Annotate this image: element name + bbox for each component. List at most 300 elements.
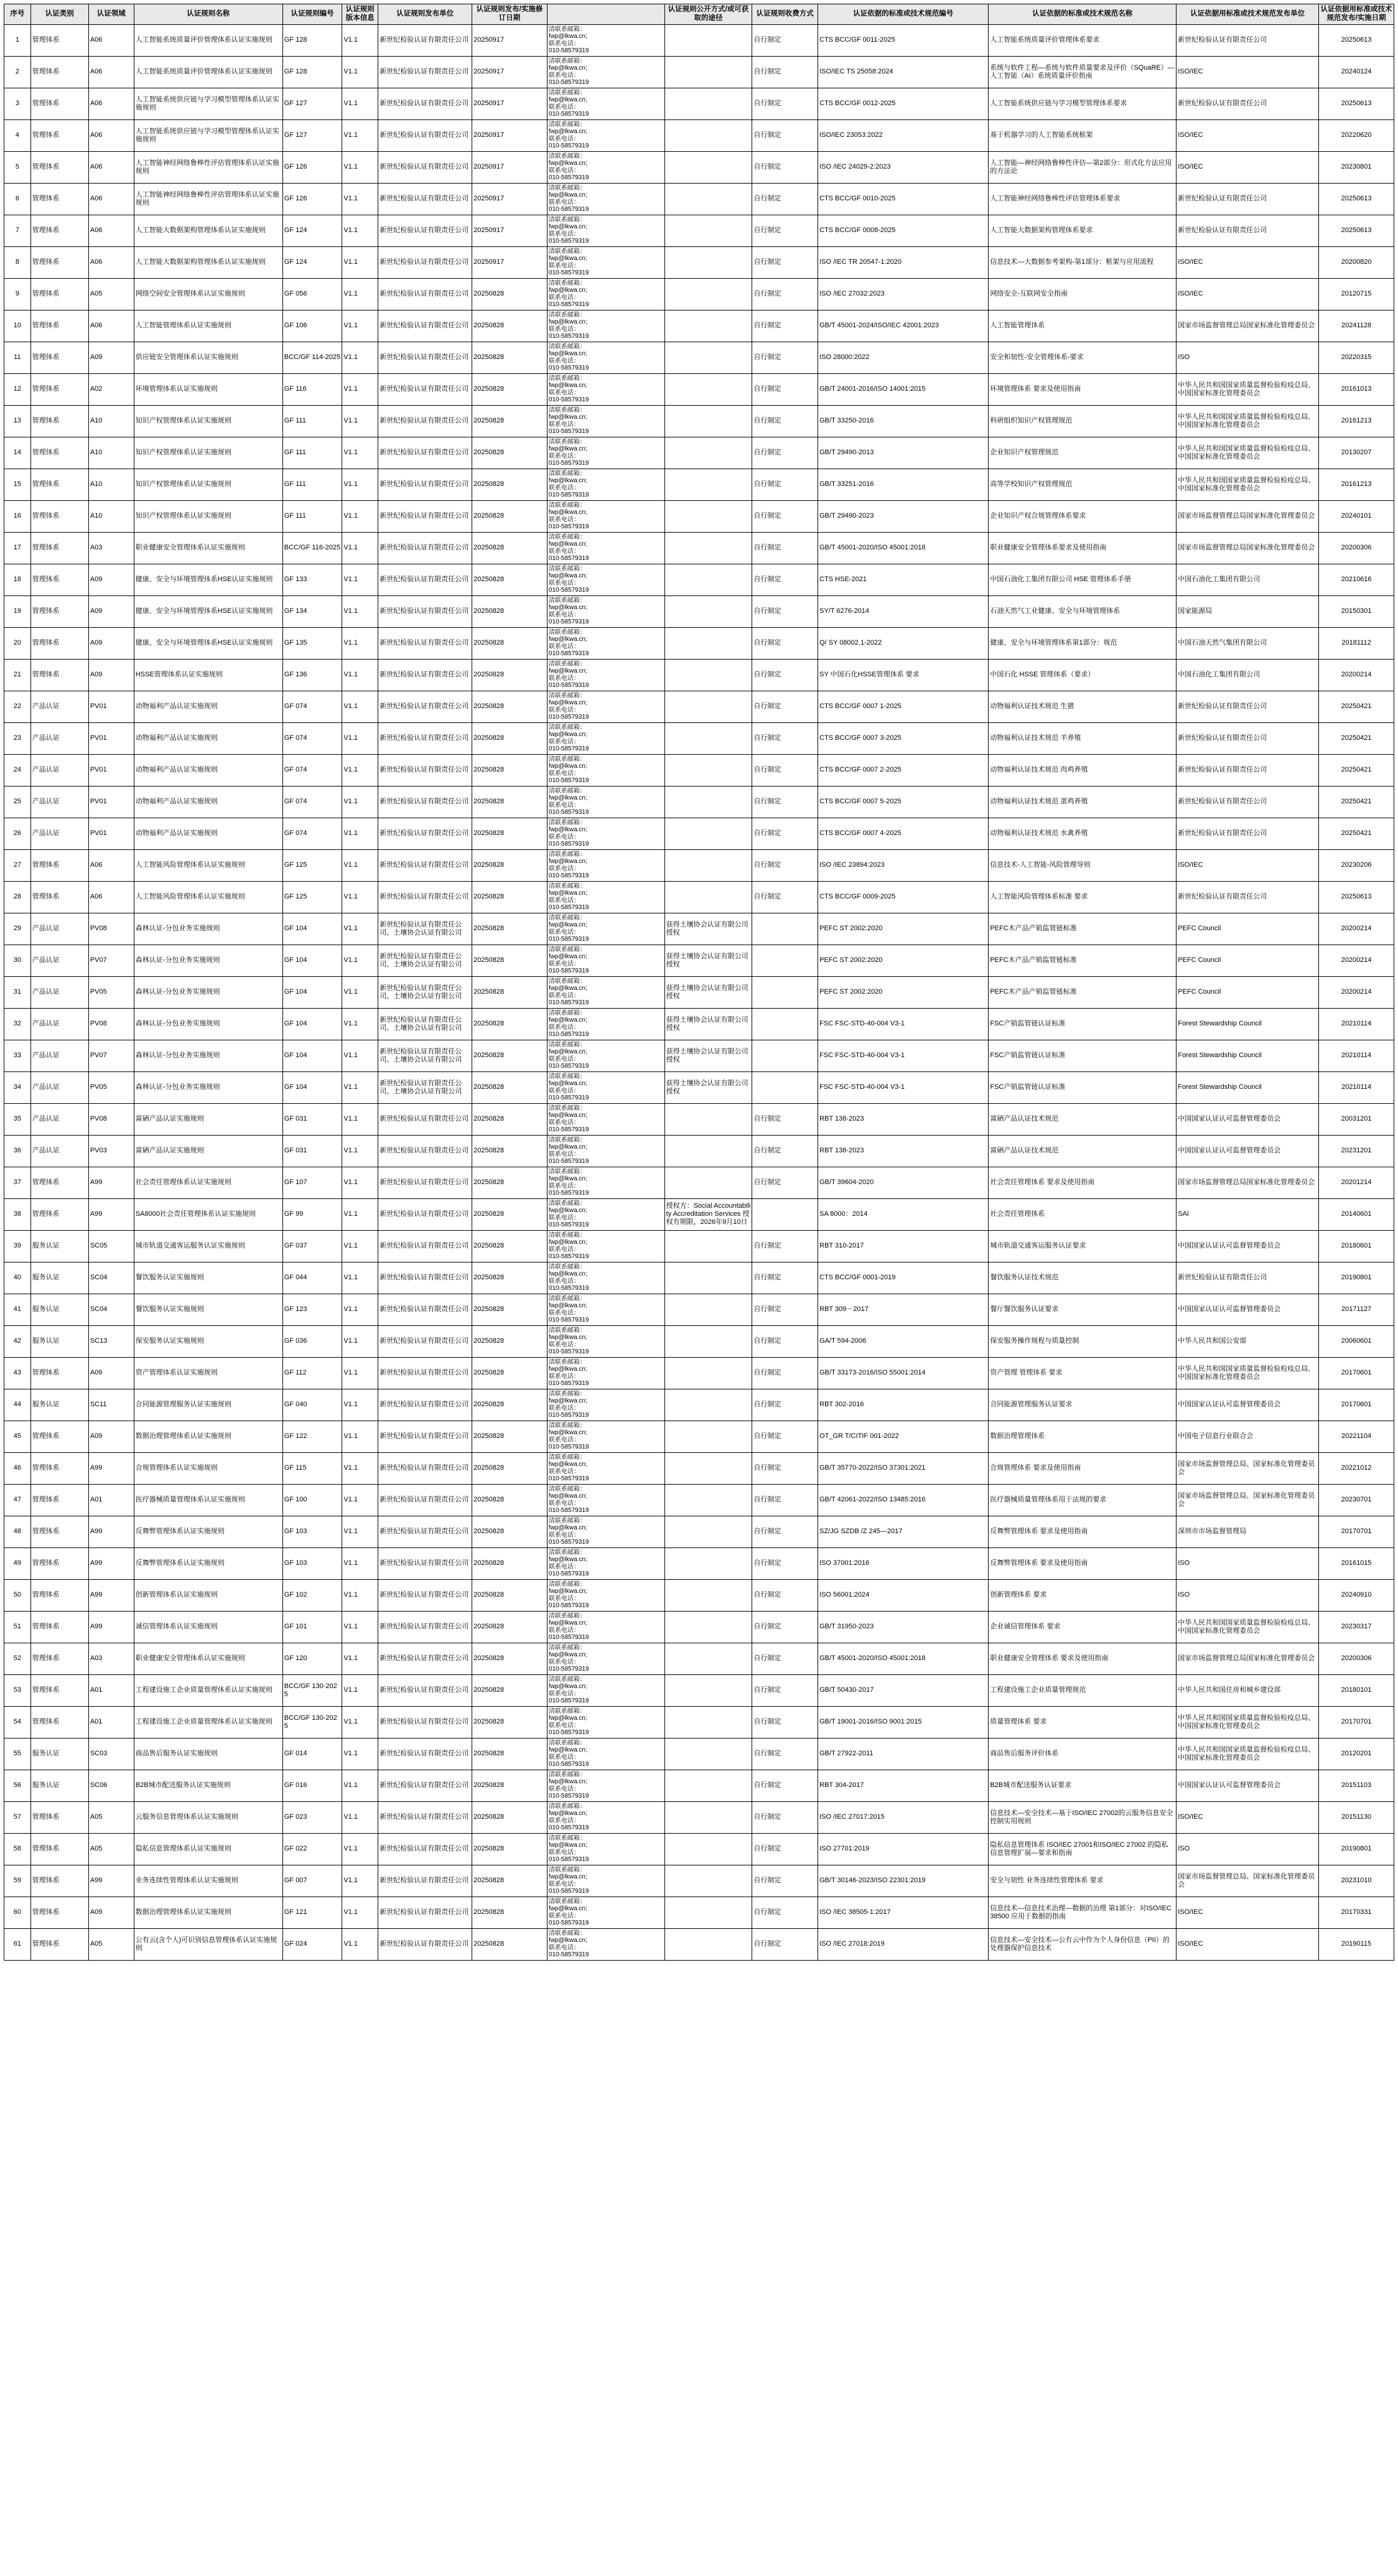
cell-standard-number: CTS BCC/GF 0007 1-2025 — [818, 691, 989, 722]
cell-rule-number: GF 106 — [282, 310, 342, 342]
cell-index: 24 — [4, 754, 31, 786]
cell-contact — [547, 246, 664, 278]
cell-contact — [547, 469, 664, 500]
contact-line: fwp@lkwa.cn; — [548, 636, 587, 643]
cell-standard-number: ISO /IEC 27032:2023 — [818, 278, 989, 310]
cell-standard-issuer: 新世纪检验认证有限责任公司 — [1177, 691, 1319, 722]
cell-contact — [547, 1040, 664, 1071]
table-row — [4, 532, 1394, 564]
cell-rule-version: V1.1 — [342, 1008, 378, 1040]
cell-standard-number: RBT 138-2023 — [818, 1135, 989, 1167]
cell-cert-field: A99 — [88, 1198, 134, 1230]
cell-fee-method — [752, 1198, 818, 1230]
contact-line: 清联系邮箱： — [548, 851, 586, 858]
contact-line: 联系电话： — [548, 1785, 580, 1793]
cell-fee-method: 自行制定 — [752, 437, 818, 469]
cell-rule-name: 工程建设施工企业质量管理体系认证实施规则 — [134, 1674, 282, 1706]
cell-open-way — [664, 1452, 752, 1484]
cell-cert-field: A09 — [88, 342, 134, 373]
contact-line: 010-58579319 — [548, 618, 589, 626]
cell-cert-field: PV01 — [88, 722, 134, 754]
cell-open-way — [664, 1833, 752, 1865]
contact-line: 联系电话： — [548, 1277, 580, 1285]
cell-standard-issuer: ISO/IEC — [1177, 151, 1319, 183]
header-cert-field: 认证领域 — [88, 4, 134, 25]
cell-standard-name: 合规管理体系 要求及使用指南 — [989, 1452, 1177, 1484]
cell-index: 11 — [4, 342, 31, 373]
cell-rule-version: V1.1 — [342, 119, 378, 151]
cell-open-way — [664, 500, 752, 532]
cell-fee-method — [752, 1040, 818, 1071]
cell-index: 22 — [4, 691, 31, 722]
cell-rule-number: GF 037 — [282, 1230, 342, 1262]
cell-rule-number: GF 104 — [282, 1040, 342, 1071]
cell-cert-field: A06 — [88, 246, 134, 278]
cell-open-way — [664, 1516, 752, 1547]
cell-rule-version: V1.1 — [342, 500, 378, 532]
cell-standard-issuer: ISO/IEC — [1177, 1897, 1319, 1928]
cell-standard-date: 20231201 — [1319, 1135, 1394, 1167]
cell-cert-field: SC13 — [88, 1325, 134, 1357]
cell-rule-number: GF 022 — [282, 1833, 342, 1865]
cell-standard-date: 20240910 — [1319, 1579, 1394, 1611]
cell-rule-version: V1.1 — [342, 405, 378, 437]
cell-contact — [547, 1643, 664, 1674]
cell-cert-type: 产品认证 — [30, 1135, 88, 1167]
cell-index: 29 — [4, 913, 31, 945]
contact-line: fwp@lkwa.cn; — [548, 350, 587, 358]
cell-cert-field: A06 — [88, 849, 134, 881]
cell-standard-date: 20230206 — [1319, 849, 1394, 881]
cell-rule-issuer: 新世纪检验认证有限责任公司 — [378, 1167, 472, 1198]
cell-index: 5 — [4, 151, 31, 183]
cell-fee-method: 自行制定 — [752, 1262, 818, 1294]
cell-contact — [547, 1738, 664, 1770]
cell-standard-name: 社会责任管理体系 — [989, 1198, 1177, 1230]
cell-cert-type: 管理体系 — [30, 1611, 88, 1643]
cell-contact — [547, 1325, 664, 1357]
cell-fee-method: 自行制定 — [752, 786, 818, 818]
cell-fee-method — [752, 913, 818, 945]
cell-open-way: 获得土壤协会认证有限公司授权 — [664, 913, 752, 945]
cell-open-way — [664, 1611, 752, 1643]
cell-standard-date: 20230317 — [1319, 1611, 1394, 1643]
contact-line: fwp@lkwa.cn; — [548, 699, 587, 707]
cell-cert-type: 产品认证 — [30, 722, 88, 754]
cell-open-way — [664, 278, 752, 310]
contact-line: 联系电话： — [548, 865, 580, 872]
cell-rule-issue-date: 20250828 — [472, 1674, 548, 1706]
cell-cert-field: A06 — [88, 56, 134, 88]
cell-open-way — [664, 1579, 752, 1611]
header-rule-issue-date: 认证规则发布/实施修订日期 — [472, 4, 548, 25]
table-row — [4, 56, 1394, 88]
contact-line: fwp@lkwa.cn; — [548, 33, 587, 40]
contact-line: 清联系邮箱： — [548, 1898, 586, 1905]
cell-cert-type: 管理体系 — [30, 532, 88, 564]
cell-rule-issuer: 新世纪检验认证有限责任公司 — [378, 246, 472, 278]
cell-rule-number: GF 121 — [282, 1897, 342, 1928]
cell-rule-issue-date: 20250828 — [472, 1389, 548, 1421]
contact-line: 010-58579319 — [548, 1920, 589, 1927]
contact-line: 联系电话： — [548, 643, 580, 650]
cell-rule-number: GF 111 — [282, 405, 342, 437]
contact-line: 清联系邮箱： — [548, 57, 586, 65]
contact-line: 010-58579319 — [548, 809, 589, 816]
cell-rule-issuer: 新世纪检验认证有限责任公司 — [378, 1357, 472, 1389]
cell-rule-issuer: 新世纪检验认证有限责任公司 — [378, 1643, 472, 1674]
contact-line: fwp@lkwa.cn; — [548, 826, 587, 834]
cell-standard-name: 工程建设施工企业质量管理规范 — [989, 1674, 1177, 1706]
cell-standard-number: ISO /IEC 24029-2:2023 — [818, 151, 989, 183]
cell-rule-number: GF 127 — [282, 88, 342, 119]
cell-rule-issuer: 新世纪检验认证有限责任公司 — [378, 278, 472, 310]
cell-fee-method: 自行制定 — [752, 627, 818, 659]
cell-cert-field: A10 — [88, 437, 134, 469]
cell-rule-name: 森林认证-分包业务实施规则 — [134, 913, 282, 945]
cell-standard-name: 人工智能风险管理体系标准 要求 — [989, 881, 1177, 913]
cell-open-way — [664, 754, 752, 786]
cell-cert-type: 服务认证 — [30, 1230, 88, 1262]
cell-rule-issuer: 新世纪检验认证有限责任公司 — [378, 1484, 472, 1516]
cell-standard-issuer: 中华人民共和国国家质量监督检验检疫总局、中国国家标准化管理委员会 — [1177, 373, 1319, 405]
contact-line: 清联系邮箱： — [548, 311, 586, 319]
cell-contact — [547, 881, 664, 913]
contact-line: 清联系邮箱： — [548, 406, 586, 414]
cell-standard-name: 社会责任管理体系 要求及使用指南 — [989, 1167, 1177, 1198]
cell-contact — [547, 1421, 664, 1452]
cell-cert-type: 管理体系 — [30, 1833, 88, 1865]
contact-line: fwp@lkwa.cn; — [548, 1461, 587, 1468]
cell-rule-version: V1.1 — [342, 246, 378, 278]
cell-rule-version: V1.1 — [342, 1421, 378, 1452]
cell-rule-issue-date: 20250828 — [472, 405, 548, 437]
cell-standard-issuer: 国家市场监督管理总局国家标准化管理委员会 — [1177, 310, 1319, 342]
cell-rule-version: V1.1 — [342, 659, 378, 691]
cell-rule-issue-date: 20250828 — [472, 1167, 548, 1198]
header-rule-version: 认证规则版本信息 — [342, 4, 378, 25]
cell-rule-version: V1.1 — [342, 849, 378, 881]
cell-standard-number: PEFC ST 2002:2020 — [818, 913, 989, 945]
cell-open-way — [664, 564, 752, 595]
cell-fee-method — [752, 976, 818, 1008]
cell-rule-version: V1.1 — [342, 1738, 378, 1770]
cell-open-way — [664, 691, 752, 722]
cell-rule-number: GF 103 — [282, 1516, 342, 1547]
cell-standard-number: ISO/IEC TS 25058:2024 — [818, 56, 989, 88]
cell-standard-name: 信息技术—安全技术—公有云中作为个人身份信息（PII）的处理器保护信息技术 — [989, 1928, 1177, 1960]
contact-line: 清联系邮箱： — [548, 1422, 586, 1429]
cell-standard-number: GB/T 42061-2022/ISO 13485:2016 — [818, 1484, 989, 1516]
cell-fee-method: 自行制定 — [752, 500, 818, 532]
contact-line: 010-58579319 — [548, 1475, 589, 1483]
cell-fee-method: 自行制定 — [752, 754, 818, 786]
cell-rule-issue-date: 20250828 — [472, 1643, 548, 1674]
contact-line: 联系电话： — [548, 516, 580, 523]
contact-line: 清联系邮箱： — [548, 1454, 586, 1461]
cell-rule-version: V1.1 — [342, 595, 378, 627]
cell-index: 15 — [4, 469, 31, 500]
cell-rule-number: GF 104 — [282, 1071, 342, 1103]
cell-standard-issuer: 中国国家认证认可监督管理委员会 — [1177, 1389, 1319, 1421]
contact-line: 010-58579319 — [548, 1666, 589, 1673]
table-row — [4, 1325, 1394, 1357]
cell-index: 4 — [4, 119, 31, 151]
table-row — [4, 1230, 1394, 1262]
cell-rule-name: 社会责任管理体系认证实施规则 — [134, 1167, 282, 1198]
cell-contact — [547, 1452, 664, 1484]
contact-line: 清联系邮箱： — [548, 1295, 586, 1302]
cell-rule-number: BCC/GF 116-2025 — [282, 532, 342, 564]
cell-standard-name: 数据治理管理体系 — [989, 1421, 1177, 1452]
contact-line: fwp@lkwa.cn; — [548, 509, 587, 516]
cell-rule-name: 餐饮服务认证实施规则 — [134, 1294, 282, 1325]
contact-line: 010-58579319 — [548, 269, 589, 277]
contact-line: 清联系邮箱： — [548, 89, 586, 96]
contact-line: 清联系邮箱： — [548, 1200, 586, 1207]
cell-contact — [547, 1008, 664, 1040]
cell-rule-issuer: 新世纪检验认证有限责任公司 — [378, 1103, 472, 1135]
contact-line: 联系电话： — [548, 135, 580, 142]
cell-standard-number: CTS BCC/GF 0007 4-2025 — [818, 818, 989, 849]
contact-line: 010-58579319 — [548, 1317, 589, 1324]
cell-standard-number: SY 中国石化HSSE管理体系 要求 — [818, 659, 989, 691]
cell-standard-date: 20031201 — [1319, 1103, 1394, 1135]
cell-standard-issuer: 国家能源局 — [1177, 595, 1319, 627]
cell-cert-type: 管理体系 — [30, 1643, 88, 1674]
cell-rule-version: V1.1 — [342, 1611, 378, 1643]
cell-rule-name: 人工智能风险管理体系认证实施规则 — [134, 849, 282, 881]
cell-rule-name: 资产管理体系认证实施规则 — [134, 1357, 282, 1389]
cell-fee-method: 自行制定 — [752, 722, 818, 754]
cell-rule-issue-date: 20250828 — [472, 1579, 548, 1611]
cell-standard-name: 安全和韧性-安全管理体系-要求 — [989, 342, 1177, 373]
cell-rule-number: GF 031 — [282, 1135, 342, 1167]
contact-line: 联系电话： — [548, 928, 580, 936]
contact-line: 010-58579319 — [548, 1031, 589, 1038]
cell-rule-name: 餐饮服务认证实施规则 — [134, 1262, 282, 1294]
contact-line: 联系电话： — [548, 1246, 580, 1253]
cell-standard-date: 20180601 — [1319, 1230, 1394, 1262]
cell-rule-number: GF 074 — [282, 786, 342, 818]
cell-rule-version: V1.1 — [342, 1389, 378, 1421]
cell-rule-issuer: 新世纪检验认证有限责任公司 — [378, 1674, 472, 1706]
cell-rule-issue-date: 20250917 — [472, 88, 548, 119]
cell-cert-field: A02 — [88, 373, 134, 405]
cell-index: 45 — [4, 1421, 31, 1452]
cell-rule-issue-date: 20250828 — [472, 532, 548, 564]
contact-line: 清联系邮箱： — [548, 1834, 586, 1842]
cell-standard-name: 信息技术—大数据参考架构-第1部分：框架与应用流程 — [989, 246, 1177, 278]
cell-rule-version: V1.1 — [342, 945, 378, 976]
cell-rule-issue-date: 20250828 — [472, 1706, 548, 1738]
cell-rule-issuer: 新世纪检验认证有限责任公司 — [378, 849, 472, 881]
cell-rule-version: V1.1 — [342, 976, 378, 1008]
cell-rule-name: 人工智能风险管理体系认证实施规则 — [134, 881, 282, 913]
contact-line: 联系电话： — [548, 611, 580, 618]
cell-standard-issuer: ISO — [1177, 1833, 1319, 1865]
contact-line: 清联系邮箱： — [548, 1263, 586, 1271]
cell-cert-field: PV07 — [88, 1040, 134, 1071]
cell-standard-number: GB/T 27922-2011 — [818, 1738, 989, 1770]
contact-line: 清联系邮箱： — [548, 121, 586, 128]
cell-cert-type: 服务认证 — [30, 1770, 88, 1801]
cell-rule-version: V1.1 — [342, 1674, 378, 1706]
cell-standard-date: 20250613 — [1319, 881, 1394, 913]
cell-rule-number: GF 103 — [282, 1547, 342, 1579]
table-row — [4, 1801, 1394, 1833]
cell-rule-version: V1.1 — [342, 1706, 378, 1738]
contact-line: 010-58579319 — [548, 650, 589, 658]
cell-fee-method: 自行制定 — [752, 881, 818, 913]
cell-standard-date: 20240101 — [1319, 500, 1394, 532]
cell-fee-method: 自行制定 — [752, 1706, 818, 1738]
header-row — [4, 4, 1394, 25]
cell-rule-issuer: 新世纪检验认证有限责任公司 — [378, 183, 472, 215]
cell-standard-issuer: ISO/IEC — [1177, 246, 1319, 278]
cell-fee-method: 自行制定 — [752, 278, 818, 310]
contact-line: 联系电话： — [548, 1341, 580, 1348]
contact-line: 清联系邮箱： — [548, 1517, 586, 1524]
cell-open-way — [664, 24, 752, 56]
cell-rule-issuer: 新世纪检验认证有限责任公司 — [378, 1516, 472, 1547]
cell-index: 17 — [4, 532, 31, 564]
cell-cert-field: SC04 — [88, 1262, 134, 1294]
cell-open-way — [664, 786, 752, 818]
table-row — [4, 1357, 1394, 1389]
cell-rule-name: 动物福利产品认证实施规则 — [134, 818, 282, 849]
cell-rule-name: SA8000社会责任管理体系认证实施规则 — [134, 1198, 282, 1230]
cell-open-way — [664, 1770, 752, 1801]
contact-line: 010-58579319 — [548, 1729, 589, 1737]
cell-standard-name: FSC产销监管链认证标准 — [989, 1071, 1177, 1103]
contact-line: 清联系邮箱： — [548, 152, 586, 160]
cell-cert-field: SC05 — [88, 1230, 134, 1262]
cell-standard-name: 动物福利认证技术规范 羊养殖 — [989, 722, 1177, 754]
table-row — [4, 405, 1394, 437]
cell-standard-date: 20231010 — [1319, 1865, 1394, 1897]
contact-line: 010-58579319 — [548, 238, 589, 245]
cell-rule-name: B2B城市配送服务认证实施规则 — [134, 1770, 282, 1801]
cell-cert-field: A10 — [88, 469, 134, 500]
cell-standard-name: 人工智能—神经网络鲁棒性评估—第2部分：形式化方法应用的方法论 — [989, 151, 1177, 183]
contact-line: fwp@lkwa.cn; — [548, 1937, 587, 1944]
cell-rule-number: GF 104 — [282, 976, 342, 1008]
table-row — [4, 24, 1394, 56]
cell-rule-issue-date: 20250828 — [472, 754, 548, 786]
cell-open-way — [664, 1801, 752, 1833]
cell-rule-version: V1.1 — [342, 1865, 378, 1897]
cell-standard-number: CTS BCC/GF 0010-2025 — [818, 183, 989, 215]
contact-line: 联系电话： — [548, 770, 580, 777]
cell-rule-name: 人工智能神经网络鲁棒性评估管理体系认证实施规则 — [134, 151, 282, 183]
cell-fee-method: 自行制定 — [752, 246, 818, 278]
cell-standard-number: CTS HSE-2021 — [818, 564, 989, 595]
cell-standard-number: RBT 302-2016 — [818, 1389, 989, 1421]
cell-rule-issuer: 新世纪检验认证有限责任公司 — [378, 405, 472, 437]
cell-index: 13 — [4, 405, 31, 437]
contact-line: 联系电话： — [548, 72, 580, 79]
cell-standard-date: 20221104 — [1319, 1421, 1394, 1452]
contact-line: 清联系邮箱： — [548, 724, 586, 731]
cell-standard-date: 20200306 — [1319, 532, 1394, 564]
cell-rule-version: V1.1 — [342, 1547, 378, 1579]
contact-line: 联系电话： — [548, 1119, 580, 1126]
cell-rule-number: GF 074 — [282, 722, 342, 754]
contact-line: 清联系邮箱： — [548, 946, 586, 953]
contact-line: fwp@lkwa.cn; — [548, 1905, 587, 1913]
cell-index: 12 — [4, 373, 31, 405]
cell-rule-number: GF 074 — [282, 691, 342, 722]
cell-rule-version: V1.1 — [342, 1897, 378, 1928]
cell-rule-name: 环境管理体系认证实施规则 — [134, 373, 282, 405]
cell-rule-issuer: 新世纪检验认证有限责任公司 — [378, 627, 472, 659]
cell-standard-issuer: 新世纪检验认证有限责任公司 — [1177, 881, 1319, 913]
cell-cert-type: 服务认证 — [30, 1262, 88, 1294]
cell-rule-number: GF 122 — [282, 1421, 342, 1452]
cell-index: 3 — [4, 88, 31, 119]
cell-cert-field: A99 — [88, 1516, 134, 1547]
cell-cert-field: A09 — [88, 1357, 134, 1389]
cell-standard-number: PEFC ST 2002:2020 — [818, 945, 989, 976]
cell-contact — [547, 1928, 664, 1960]
contact-line: fwp@lkwa.cn; — [548, 1715, 587, 1722]
contact-line: 010-58579319 — [548, 1856, 589, 1864]
cell-rule-issuer: 新世纪检验认证有限责任公司 — [378, 469, 472, 500]
cell-rule-name: 人工智能大数据架构管理体系认证实施规则 — [134, 215, 282, 246]
cell-fee-method: 自行制定 — [752, 1833, 818, 1865]
table-row — [4, 1294, 1394, 1325]
contact-line: 联系电话： — [548, 960, 580, 968]
cell-rule-version: V1.1 — [342, 1230, 378, 1262]
cell-standard-date: 20200306 — [1319, 1643, 1394, 1674]
cell-standard-number: Q/ SY 08002.1-2022 — [818, 627, 989, 659]
cell-standard-date: 20241128 — [1319, 310, 1394, 342]
cell-rule-version: V1.1 — [342, 754, 378, 786]
cell-rule-number: GF 126 — [282, 183, 342, 215]
cell-rule-version: V1.1 — [342, 627, 378, 659]
cell-cert-type: 管理体系 — [30, 1547, 88, 1579]
cell-open-way: 授权方：Social Accountability Accreditation Services 授权有期限，2026年9月10日 — [664, 1198, 752, 1230]
cell-fee-method: 自行制定 — [752, 1484, 818, 1516]
cell-rule-name: 数据治理管理体系认证实施规则 — [134, 1897, 282, 1928]
cell-fee-method: 自行制定 — [752, 1103, 818, 1135]
cell-standard-date: 20250421 — [1319, 722, 1394, 754]
contact-line: 010-58579319 — [548, 1507, 589, 1514]
cell-index: 53 — [4, 1674, 31, 1706]
cell-standard-date: 20170701 — [1319, 1516, 1394, 1547]
contact-line: 联系电话： — [548, 357, 580, 365]
contact-line: 清联系邮箱： — [548, 1803, 586, 1810]
header-standard-date: 认证依据用标准或技术规范发布/实施日期 — [1319, 4, 1394, 25]
cell-index: 57 — [4, 1801, 31, 1833]
contact-line: 清联系邮箱： — [548, 1549, 586, 1556]
cell-rule-issuer: 新世纪检验认证有限责任公司 — [378, 1294, 472, 1325]
cell-open-way — [664, 881, 752, 913]
cell-index: 34 — [4, 1071, 31, 1103]
cell-contact — [547, 1611, 664, 1643]
contact-line: fwp@lkwa.cn; — [548, 1747, 587, 1754]
cell-rule-version: V1.1 — [342, 310, 378, 342]
contact-line: fwp@lkwa.cn; — [548, 1842, 587, 1849]
cell-cert-type: 服务认证 — [30, 1738, 88, 1770]
cell-index: 20 — [4, 627, 31, 659]
cell-rule-number: BCC/GF 130-2025 — [282, 1674, 342, 1706]
contact-line: fwp@lkwa.cn; — [548, 1651, 587, 1659]
cell-cert-field: PV01 — [88, 754, 134, 786]
cell-rule-issue-date: 20250828 — [472, 945, 548, 976]
contact-line: 清联系邮箱： — [548, 819, 586, 826]
